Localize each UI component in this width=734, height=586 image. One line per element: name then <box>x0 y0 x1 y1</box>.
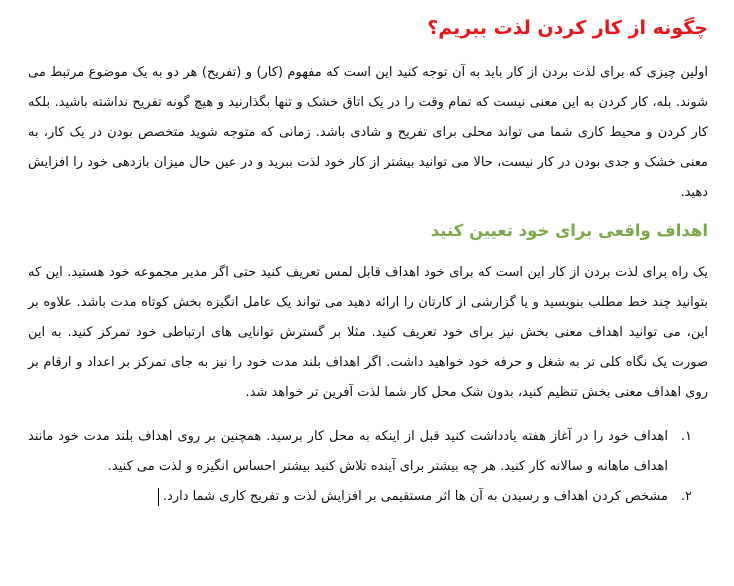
section-heading: اهداف واقعی برای خود تعیین کنید <box>430 221 708 240</box>
section-paragraph: یک راه برای لذت بردن از کار این است که برای خود اهداف قابل لمس تعریف کنید حتی اگر مدیر مجموعه خود هستید. این که بتوانید چند خط مطلب بنویسید و یا گزارشی از کارتان را ارائه دهید می تواند یک عامل انگیزه بخش کوتاه مدت باشد. علاوه بر این، می توانید اهداف معنی بخش نیز برای خود تعریف کنید. مثلا بر گسترش توانایی های ارتباطی خود تمرکز کنید. به این صورت یک نگاه کلی تر به شغل و حرفه خود خواهید داشت. اگر اهداف بلند مدت خود را نیز به جای تمرکز بر اعداد و ارقام بر روی اهداف معنی بخش تنظیم کنید، بدون شک محل کار شما لذت آفرین تر خواهد شد. <box>28 265 708 400</box>
article-title: چگونه از کار کردن لذت ببریم؟ <box>427 17 708 39</box>
list-item <box>28 482 708 512</box>
list-item <box>28 422 708 482</box>
numbered-list <box>28 422 708 512</box>
list-item-text: اهداف خود را در آغاز هفته یادداشت کنید قبل از اینکه به محل کار برسید. همچنین بر روی اهداف بلند مدت خود مانند اهداف ماهانه و سالانه کار کنید. هر چه بیشتر برای آینده تلاش کنید بیشتر احساس انگیزه و لذت می کنید. <box>28 429 668 474</box>
text-cursor <box>158 488 159 506</box>
list-item-number: ۱. <box>680 429 692 444</box>
list-item-text: مشخص کردن اهداف و رسیدن به آن ها اثر مستقیمی بر افزایش لذت و تفریح کاری شما دارد. <box>162 489 668 504</box>
list-item-number: ۲. <box>680 489 692 504</box>
intro-paragraph: اولین چیزی که برای لذت بردن از کار باید به آن توجه کنید این است که مفهوم (کار) و (تفریح) هر دو به یک موضوع مرتبط می شوند. بله، کار کردن به این معنی نیست که تمام وقت را در یک اتاق خشک و تنها بگذارنید و هیچ گونه تفریح نداشته باشید. بلکه کار کردن و محیط کاری شما می تواند محلی برای تفریح و شادی باشد. زمانی که متوجه شوید متخصص بودن در یک کار، به معنی خشک و جدی بودن در کار نیست، حالا می توانید بیشتر از کار خود لذت ببرید و در عین حال میزان بازدهی خود را افزایش دهید. <box>28 65 708 200</box>
